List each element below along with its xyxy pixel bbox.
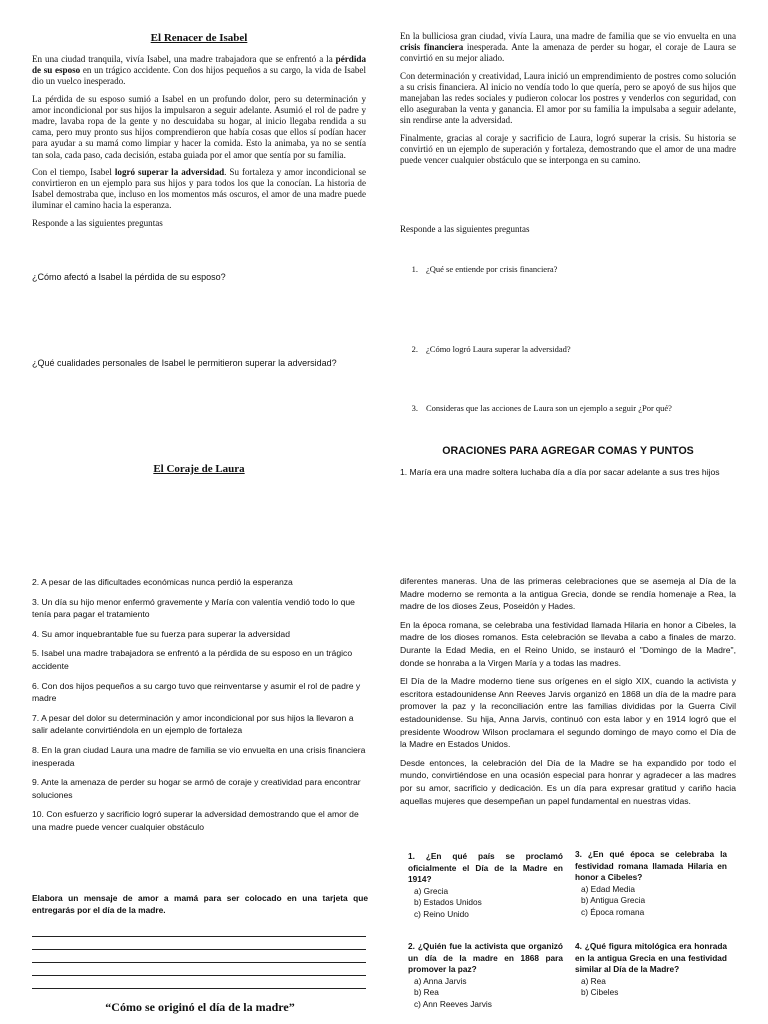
origen-text [400,575,736,813]
oracion-item-6: 6. Con dos hijos pequeños a su cargo tuvo que reinventarse y asumir el rol de padre y madre [32,680,361,704]
tarjeta-instruction: Elabora un mensaje de amor a mamá para ser colocado en una tarjeta que entregarás por el día de la madre. [32,893,368,915]
origen-paragraph-2: En la época romana, se celebraba una festividad llamada Hilaria en honor a Cibeles, la madre de los dioses romanos. Esta celebración se llevaba a cabo a finales de marzo. Durante la Edad Media, en el Reino Unido, se instauró el "Domingo de la Madre", donde se honraba a la Virgen María y a todas las madres. [400,619,736,668]
quiz-option[interactable]: c) Ann Reeves Jarvis [414,998,492,1009]
laura-question-1: 1. ¿Qué se entiende por crisis financiera? [411,264,558,274]
quiz-option[interactable]: b) Rea [414,987,439,998]
laura-prompt: Responde a las siguientes preguntas [400,224,530,234]
laura-story [400,31,736,172]
oracion-item-2: 2. A pesar de las dificultades económicas nunca perdió la esperanza [32,577,293,587]
writing-line [32,988,366,989]
writing-line [32,936,366,937]
quiz-question: 3. ¿En qué época se celebraba la festividad romana llamada Hilaria en honor a Cibeles? a) Edad Media b) Antigua Grecia c) Época romana [575,849,727,917]
quiz-question: 2. ¿Quién fue la activista que organizó un día de la madre en 1868 para promover la paz? a) Anna Jarvis b) Rea c) Ann Reeves Jarvis [408,941,563,1009]
oracion-item-7: 7. A pesar del dolor su determinación y amor incondicional por sus hijos la llevaron a salir adelante convirtiéndola en un ejemplo de fortaleza [32,712,354,736]
laura-title: El Coraje de Laura [153,463,245,475]
quiz-option[interactable]: c) Época romana [581,906,645,917]
isabel-paragraph-1: En una ciudad tranquila, vivía Isabel, una madre trabajadora que se enfrentó a la pérdida de su esposo en un trágico accidente. Con dos hijos pequeños a su cargo, la vida de Isabel dio un vuelco inesperado. [32,54,366,87]
isabel-question-1: ¿Cómo afectó a Isabel la pérdida de su esposo? [32,272,226,282]
laura-paragraph-2: Con determinación y creatividad, Laura inició un emprendimiento de postres como solución a su crisis financiera. Al inicio no vendía todo lo que quería, pero se apoyó de sus hijos que manejaban las redes sociales y pudieron colocar los postres y venderlos con seguridad, con ello aseguraban la venta y ganancia. El amor por su familia la impulsaba a seguir adelante, sin rendirse ante la adversidad. [400,70,736,126]
quiz-option[interactable]: b) Estados Unidos [414,897,482,908]
oracion-item-4: 4. Su amor inquebrantable fue su fuerza para superar la adversidad [32,628,290,639]
isabel-question-2: ¿Qué cualidades personales de Isabel le permitieron superar la adversidad? [32,358,337,368]
oraciones-title: ORACIONES PARA AGREGAR COMAS Y PUNTOS [442,445,694,457]
quiz-option[interactable]: a) Grecia [414,885,449,896]
isabel-prompt: Responde a las siguientes preguntas [32,217,163,228]
isabel-paragraph-3: Con el tiempo, Isabel logró superar la adversidad. Su fortaleza y amor incondicional se convirtieron en un ejemplo para sus hijos y para todos los que la conocían. La historia de Isabel demostraba que, incluso en los momentos más oscuros, el amor de una madre puede iluminar el camino hacia la esperanza. [32,166,366,211]
origen-paragraph-4: Desde entonces, la celebración del Día de la Madre se ha expandido por todo el mundo, convirtiéndose en una ocasión especial para honrar y agradecer a las madres por su amor, sacrificio y dedicación. Es un día para expresar gratitud y cariño hacia aquellas mujeres que desempeñan un papel fundamental en nuestras vidas. [400,757,736,806]
origen-paragraph-1: diferentes maneras. Una de las primeras celebraciones que se asemeja al Día de la Madre moderno se remonta a la antigua Grecia, donde se rendía homenaje a Rea, la madre de los dioses Zeus, Poseidón y Hades. [400,576,736,612]
oraciones-list [32,576,368,841]
quiz-option[interactable]: b) Cibeles [581,987,619,998]
laura-question-2: 2. ¿Cómo logró Laura superar la adversidad? [411,344,571,354]
origen-paragraph-3: El Día de la Madre moderno tiene sus orígenes en el siglo XIX, cuando la activista y escritora estadounidense Ann Reeves Jarvis organizó en 1868 un día de la madre para promover la paz y la reconciliación entre las familias divididas por la Guerra Civil estadounidense. Su hija, Anna Jarvis, continuó con esta labor y en 1914 logró que el presidente Woodrow Wilson proclamara el segundo domingo de mayo como el Día de la Madre en Estados Unidos. [400,676,736,750]
isabel-paragraph-2: La pérdida de su esposo sumió a Isabel en un profundo dolor, pero su determinación y amor incondicional por sus hijos la impulsaron a seguir adelante. Asumió el rol de padre y madre, lavaba ropa de la gente y no descuidaba su hogar, al inicio llegaba rendida a su cama, pero muy pronto sus hijos comprendieron que había cosas que ellos sí podían hacer para ayudar a su mamá como limpiar y hacer la comida. Esto la animaba, ya no se sentía tan sola, cada paso, cada decisión, estaba guiada por el amor que sentía por su familia. [32,93,366,160]
quiz-option[interactable]: a) Rea [581,975,606,986]
oracion-item-9: 9. Ante la amenaza de perder su hogar se armó de coraje y creatividad para encontrar soluciones [32,777,361,800]
quiz-question: 1. ¿En qué país se proclamó oficialmente el Día de la Madre en 1914? a) Grecia b) Estados Unidos c) Reino Unido [408,851,563,919]
oracion-item-1: 1. María era una madre soltera luchaba día a día por sacar adelante a sus tres hijos [400,467,720,477]
quiz-question: 4. ¿Qué figura mitológica era honrada en la antigua Grecia en una festividad similar al Día de la Madre? a) Rea b) Cibeles [575,941,727,998]
isabel-story [32,54,366,235]
oracion-item-5: 5. Isabel una madre trabajadora se enfrentó a la pérdida de su esposo en un trágico accidente [32,648,353,671]
isabel-title: El Renacer de Isabel [150,32,248,44]
oracion-item-10: 10. Con esfuerzo y sacrificio logró superar la adversidad demostrando que el amor de una madre puede vencer cualquier obstáculo [32,809,359,832]
oracion-item-8: 8. En la gran ciudad Laura una madre de familia se vio envuelta en una crisis financiera inesperada [32,744,366,768]
laura-paragraph-3: Finalmente, gracias al coraje y sacrificio de Laura, logró superar la crisis. Su historia se convirtió en un ejemplo de superación y fortaleza, demostrando que el amor de una madre puede vencer cualquier obstáculo que se interponga en su camino. [400,132,736,166]
quiz-option[interactable]: a) Anna Jarvis [414,975,467,986]
laura-question-3: 3. Consideras que las acciones de Laura son un ejemplo a seguir ¿Por qué? [411,403,672,413]
writing-line [32,975,366,976]
oracion-item-3: 3. Un día su hijo menor enfermó gravemente y María con valentía vendió todo lo que tenía para pagar el tratamiento [32,596,355,620]
quiz-option[interactable]: c) Reino Unido [414,908,469,919]
writing-line [32,962,366,963]
quiz-option[interactable]: a) Edad Media [581,883,635,894]
writing-line [32,949,366,950]
origen-title: “Cómo se originó el día de la madre” [105,1000,295,1014]
laura-paragraph-1: En la bulliciosa gran ciudad, vivía Laura, una madre de familia que se vio envuelta en una crisis financiera inesperada. Ante la amenaza de perder su hogar, el coraje de Laura se convirtió en su mejor aliado. [400,31,736,64]
quiz-option[interactable]: b) Antigua Grecia [581,895,646,906]
